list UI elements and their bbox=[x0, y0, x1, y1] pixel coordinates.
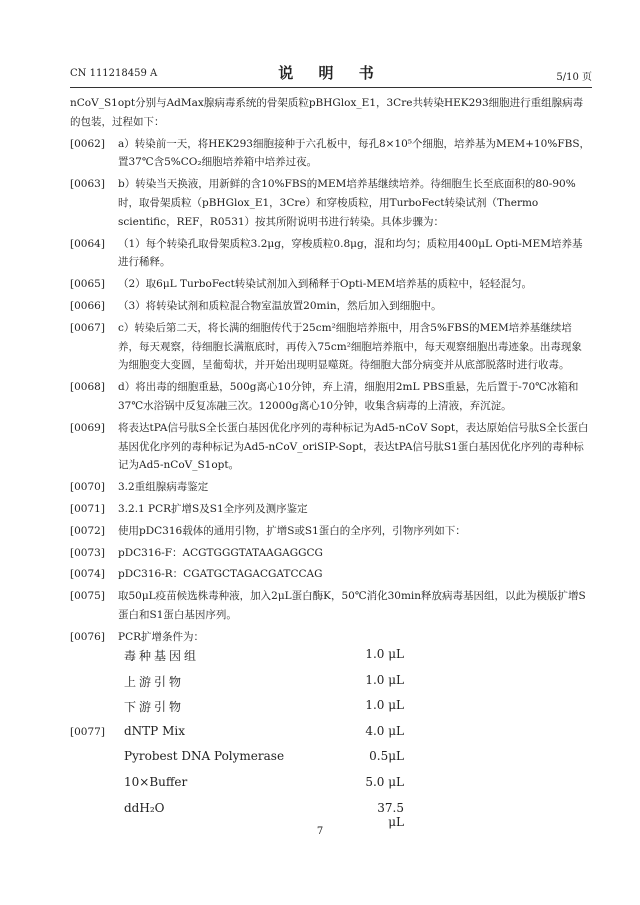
paragraph-text: b）转染当天换液，用新鲜的含10%FBS的MEM培养基继续培养。待细胞生长至底面积的80-90%时，取骨架质粒（pBHGlox_E1，3Cre）和穿梭质粒，用TurboFect转染试剂（Thermo scientific，REF，R0531）按其所附说明书进行转染。具体步骤为： bbox=[118, 178, 576, 228]
table-row bbox=[70, 744, 592, 770]
paragraph-0073 bbox=[70, 544, 592, 563]
paragraph-number: [0067] bbox=[70, 321, 105, 334]
reagent-name: 毒种基因组 bbox=[124, 649, 200, 663]
page-number: 7 bbox=[316, 826, 324, 837]
paragraph-number: [0062] bbox=[70, 137, 105, 150]
reagent-volume: 37.5 μL bbox=[377, 800, 404, 829]
reagent-volume: 1.0 μL bbox=[365, 698, 404, 713]
paragraph-text: d）将出毒的细胞重悬，500g离心10分钟，弃上清，细胞用2mL PBS重悬，先后置于-70℃冰箱和37℃水浴锅中反复冻融三次。12000g离心10分钟，收集含病毒的上清液，弃沉淀。 bbox=[118, 381, 579, 412]
pcr-conditions-table bbox=[70, 642, 592, 829]
paragraph-0066 bbox=[70, 297, 592, 316]
patent-number: CN 111218459 A bbox=[70, 68, 158, 79]
paragraph-0075 bbox=[70, 587, 592, 625]
paragraph-text: c）转染后第二天，将长满的细胞传代于25cm²细胞培养瓶中，用含5%FBS的MEM培养基继续培养，每天观察，待细胞长满瓶底时，再传入75cm²细胞培养瓶中，每天观察细胞出毒迹象。出毒现象为细胞变大变圆，呈葡萄状，并开始出现明显噬斑。待细胞大部分病变并从底部脱落时进行收毒。 bbox=[118, 321, 582, 372]
paragraph-text: （1）每个转染孔取骨架质粒3.2μg，穿梭质粒0.8μg，混和均匀；质粒用400μL Opti-MEM培养基进行稀释。 bbox=[118, 237, 583, 269]
paragraph-0065 bbox=[70, 275, 592, 294]
paragraph-0074 bbox=[70, 565, 592, 584]
paragraph-number: [0077] bbox=[70, 725, 105, 738]
paragraph-0072 bbox=[70, 522, 592, 541]
paragraph-continuation bbox=[70, 94, 592, 132]
page-header bbox=[70, 62, 592, 84]
reagent-volume: 0.5μL bbox=[369, 749, 404, 764]
reagent-name: 下游引物 bbox=[124, 700, 185, 715]
paragraph-number: [0076] bbox=[70, 630, 105, 643]
reagent-volume: 5.0 μL bbox=[365, 774, 404, 789]
table-row bbox=[70, 796, 592, 829]
paragraph-text: （3）将转染试剂和质粒混合物室温放置20min，然后加入到细胞中。 bbox=[118, 299, 442, 312]
primer-reverse: pDC316-R：CGATGCTAGACGATCCAG bbox=[118, 568, 323, 581]
paragraph-0069 bbox=[70, 419, 592, 475]
paragraph-0067 bbox=[70, 319, 592, 375]
paragraph-number: [0071] bbox=[70, 502, 105, 515]
paragraph-number: [0069] bbox=[70, 421, 105, 434]
paragraph-number: [0064] bbox=[70, 237, 105, 250]
paragraph-0071 bbox=[70, 500, 592, 519]
description-body bbox=[70, 94, 592, 647]
paragraph-text: PCR扩增条件为： bbox=[118, 630, 205, 643]
paragraph-number: [0074] bbox=[70, 568, 105, 581]
section-heading: 3.2.1 PCR扩增S及S1全序列及测序鉴定 bbox=[118, 502, 308, 515]
table-row bbox=[70, 668, 592, 694]
document-title: 说 明 书 bbox=[278, 64, 384, 82]
paragraph-text: 取50μL疫苗候选株毒种液，加入2μL蛋白酶K，50℃消化30min释放病毒基因组，以此为模版扩增S蛋白和S1蛋白基因序列。 bbox=[118, 590, 586, 621]
reagent-volume: 1.0 μL bbox=[365, 647, 404, 661]
paragraph-number: [0066] bbox=[70, 299, 105, 312]
paragraph-number: [0070] bbox=[70, 481, 105, 494]
table-row bbox=[70, 770, 592, 796]
paragraph-text: 将表达tPA信号肽S全长蛋白基因优化序列的毒种标记为Ad5-nCoV Sopt，表达原始信号肽S全长蛋白基因优化序列的毒种标记为Ad5-nCoV_oriSIP-Sopt，表达tPA信号肽S1蛋白基因优化序列的毒种标记为Ad5-nCoV_S1opt。 bbox=[118, 421, 589, 472]
paragraph-0062 bbox=[70, 135, 592, 173]
paragraph-text: a）转染前一天，将HEK293细胞接种于六孔板中，每孔8×10⁵个细胞，培养基为MEM+10%FBS，置37℃含5%CO₂细胞培养箱中培养过夜。 bbox=[118, 137, 591, 169]
paragraph-number: [0065] bbox=[70, 278, 105, 291]
primer-forward: pDC316-F：ACGTGGGTATAAGAGGCG bbox=[118, 546, 323, 559]
section-heading: 3.2重组腺病毒鉴定 bbox=[118, 481, 209, 494]
paragraph-number: [0073] bbox=[70, 546, 105, 559]
paragraph-number: [0075] bbox=[70, 590, 105, 603]
table-row bbox=[70, 719, 592, 745]
reagent-name: dNTP Mix bbox=[124, 723, 185, 738]
paragraph-0068 bbox=[70, 378, 592, 416]
table-row bbox=[70, 693, 592, 719]
reagent-volume: 4.0 μL bbox=[365, 723, 404, 738]
reagent-name: 10×Buffer bbox=[124, 774, 188, 789]
paragraph-text: 使用pDC316载体的通用引物，扩增S或S1蛋白的全序列，引物序列如下： bbox=[118, 524, 466, 537]
paragraph-0063 bbox=[70, 175, 592, 231]
paragraph-0064 bbox=[70, 235, 592, 273]
header-rule bbox=[70, 87, 592, 88]
reagent-name: Pyrobest DNA Polymerase bbox=[124, 749, 285, 764]
page-indicator: 5/10 页 bbox=[556, 72, 592, 83]
paragraph-text: （2）取6μL TurboFect转染试剂加入到稀释于Opti-MEM培养基的质粒中，轻轻混匀。 bbox=[118, 278, 532, 291]
paragraph-text: nCoV_S1opt分别与AdMax腺病毒系统的骨架质粒pBHGlox_E1，3Cre共转染HEK293细胞进行重组腺病毒的包装，过程如下： bbox=[70, 97, 584, 128]
paragraph-0070 bbox=[70, 478, 592, 497]
reagent-volume: 1.0 μL bbox=[365, 672, 404, 687]
table-row bbox=[70, 642, 592, 668]
reagent-name: ddH₂O bbox=[124, 800, 165, 815]
reagent-name: 上游引物 bbox=[124, 674, 185, 689]
paragraph-number: [0063] bbox=[70, 178, 105, 191]
paragraph-number: [0068] bbox=[70, 381, 105, 394]
paragraph-number: [0072] bbox=[70, 524, 105, 537]
